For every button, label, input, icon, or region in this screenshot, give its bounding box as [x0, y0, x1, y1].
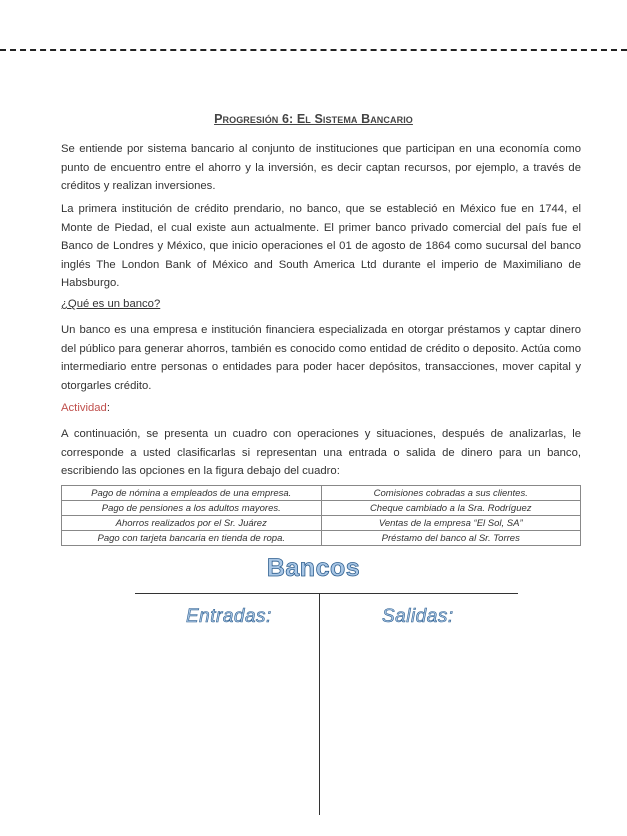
- page-title: Progresión 6: El Sistema Bancario: [214, 112, 413, 126]
- table-cell: Ventas de la empresa “El Sol, SA”: [321, 516, 581, 531]
- salidas-label: Salidas:: [382, 606, 454, 627]
- table-row: [62, 501, 581, 516]
- question-text: ¿Qué es un banco?: [61, 298, 161, 310]
- activity-colon: :: [106, 402, 110, 414]
- header-divider: [0, 49, 627, 51]
- table-cell: Pago de pensiones a los adultos mayores.: [62, 501, 322, 516]
- activity-heading: [61, 399, 581, 418]
- t-chart-vertical-line: [319, 593, 320, 815]
- t-chart-horizontal-line: [135, 593, 518, 594]
- table-row: [62, 486, 581, 501]
- table-cell: Comisiones cobradas a sus clientes.: [321, 486, 581, 501]
- paragraph-history: La primera institución de crédito prendario, no banco, que se estableció en México fue en 1744, el Monte de Piedad, el cual existe aun actualmente. El primer banco privado comercial del país fue el Banco de Londres y México, que inicio operaciones el 01 de agosto de 1864 como sucursal del banco inglés The London Bank of México and South America Ltd durante el imperio de Maximiliano de Habsburgo.: [61, 203, 581, 289]
- table-cell: Pago de nómina a empleados de una empresa.: [62, 486, 322, 501]
- activity-label: Actividad: [61, 402, 107, 414]
- question-heading: [61, 295, 581, 314]
- table-cell: Cheque cambiado a la Sra. Rodríguez: [321, 501, 581, 516]
- paragraph-instructions: A continuación, se presenta un cuadro con operaciones y situaciones, después de analizarlas, le corresponde a usted clasificarlas si representan una entrada o salida de dinero para un banco, escribiendo las opciones en la figura debajo del cuadro:: [61, 428, 581, 477]
- paragraph-definition: Un banco es una empresa e institución financiera especializada en otorgar préstamos y captar dinero del público para generar ahorros, también es conocido como entidad de crédito o deposito. Actúa como intermediario entre personas o entidades para poder hacer depósitos, transacciones, mover capital y otorgarles crédito.: [61, 324, 581, 392]
- table-cell: Préstamo del banco al Sr. Torres: [321, 531, 581, 546]
- operations-table: [61, 485, 581, 546]
- figure-title: Bancos: [266, 554, 361, 582]
- table-cell: Ahorros realizados por el Sr. Juárez: [62, 516, 322, 531]
- table-cell: Pago con tarjeta bancaria en tienda de ropa.: [62, 531, 322, 546]
- table-row: [62, 516, 581, 531]
- table-row: [62, 531, 581, 546]
- entradas-label: Entradas:: [186, 606, 272, 627]
- paragraph-intro: Se entiende por sistema bancario al conjunto de instituciones que participan en una economía como punto de encuentro entre el ahorro y la inversión, es decir captan recursos, por ejemplo, a través de créditos y realizan inversiones.: [61, 143, 581, 192]
